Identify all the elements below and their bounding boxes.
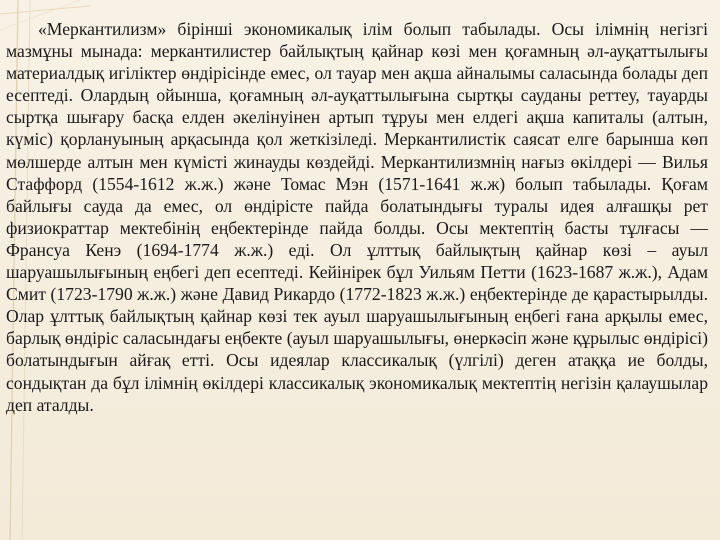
body-paragraph: «Меркантилизм» бірінші экономикалық ілім болып табылады. Осы ілімнің негізгі мазмұны мынада: меркантилистер байлықтың қайнар көзі мен қоғамның әл-ауқаттылығы материалдық игіліктер өндірісінде емес, ол тауар мен ақша айналымы саласында болады деп есептеді. Олардың ойынша, қоғамның әл-ауқаттылығына сыртқы сауданы реттеу, тауарды сыртқа шығару басқа елден әкелінуінен артып тұруы мен елдегі ақша капиталы (алтын, күміс) қорлануының арқасында қол жеткізіледі. Меркантилистік саясат елге барынша көп мөлшерде алтын мен күмісті жинауды көздейді. Меркантилизмнің нағыз өкілдері — Вилья Стаффорд (1554-1612 ж.ж.) және Томас Мэн (1571-1641 ж.ж) болып табылады. Қоғам байлығы сауда да емес, ол өндірісте пайда болатындығы туралы идея алғашқы рет физиократтар мектебінің еңбектерінде пайда болды. Осы мектептің басты тұлғасы — Франсуа Кенэ (1694-1774 ж.ж.) еді. Ол ұлттық байлықтың қайнар көзі – ауыл шаруашылығының еңбегі деп есептеді. Кейінірек бұл Уильям Петти (1623-1687 ж.ж.), Адам Смит (1723-1790 ж.ж.) және Давид Рикардо (1772-1823 ж.ж.) еңбектерінде де қарастырылды. Олар ұлттық байлықтың қайнар көзі тек ауыл шаруашылығының еңбегі ғана арқылы емес, барлық өндіріс саласындағы еңбекте (ауыл шаруашылығы, өнеркәсіп және құрылыс өндірісі) болатындығын айғақ етті. Осы идеялар классикалық (үлгілі) деген атаққа ие болды, сондықтан да бұл ілімнің өкілдері классикалық экономикалық мектептің негізін қалаушылар деп аталды. [6,19,708,415]
